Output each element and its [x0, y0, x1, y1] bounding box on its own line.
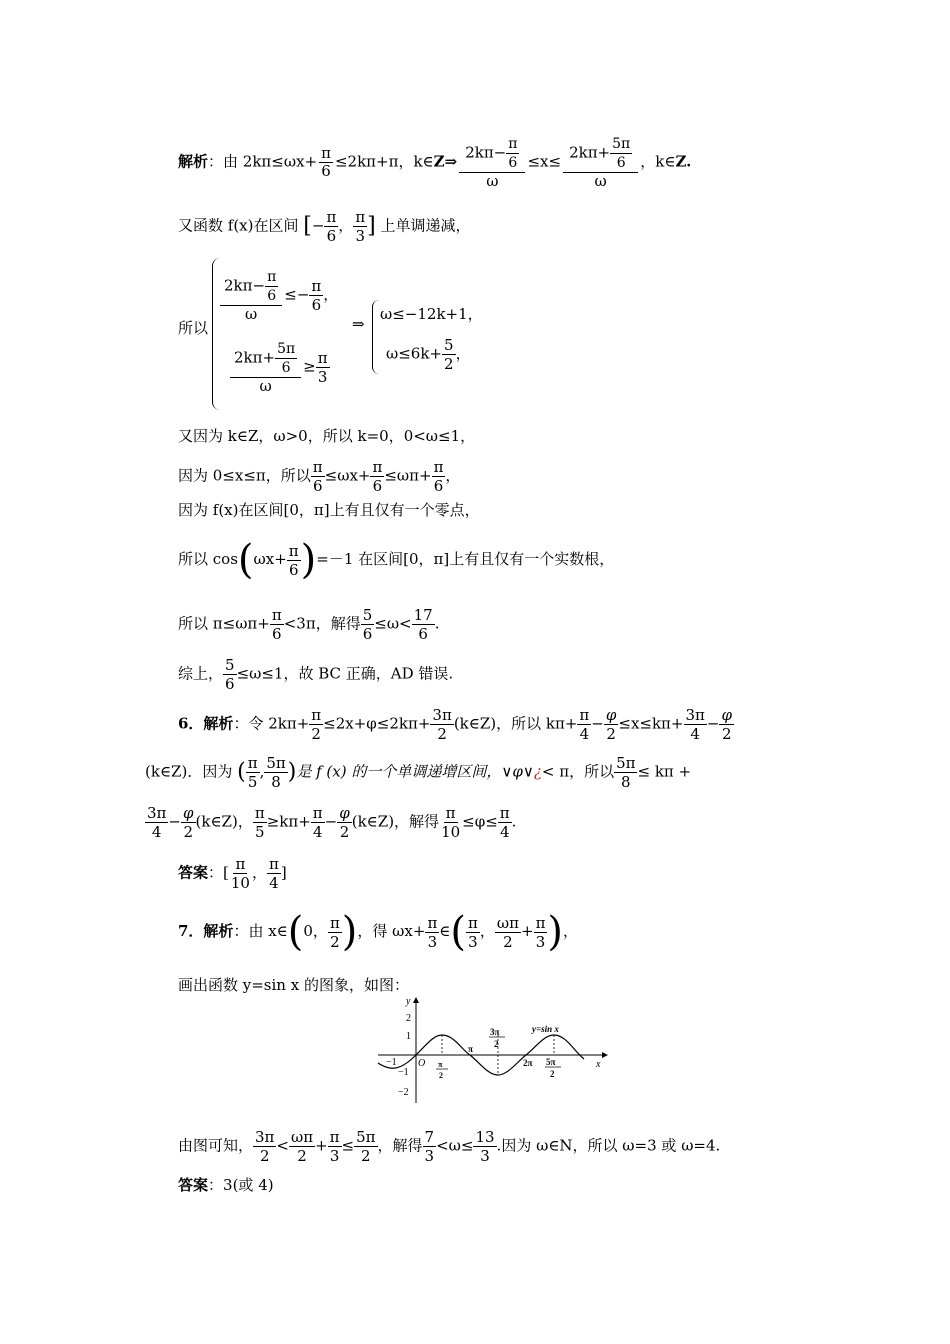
- x-tick-5pi-over-2: 5π: [546, 1057, 556, 1067]
- solution-line-2: 又函数 f(x)在区间 [− $\frac{\pi}{6}$ ， $\frac{\pi}{3}$ ] 上单调递减，: [178, 208, 471, 245]
- q6-line-1: 6．解析：令 2kπ+ $\frac{\pi}{2}$ ≤2x+φ≤2kπ+ $\frac{3\pi}{2}$ (k∈Z)，所以 kπ+ $\frac{\pi}{4}$ − $\frac{\varphi}{2}$ ≤x≤kπ+ $\frac{3\pi}{4}$ − $\frac{\varphi}{2}$: [178, 706, 732, 743]
- text: ¿: [533, 762, 542, 781]
- answer-label: 答案: [178, 863, 209, 882]
- text: 因为 f(x)在区间[0，π]上有且仅有一个零点，: [178, 501, 480, 519]
- text: .因为 ω∈N，所以 ω=3 或 ω=4.: [496, 1136, 721, 1155]
- text: ，得 ωx+: [357, 922, 426, 940]
- text: ：由 x∈: [233, 922, 288, 940]
- fraction: 2kπ+ $\frac{5\pi}{6}$ ω: [563, 135, 638, 190]
- q7-line-1: 7．解析：由 x∈(0， $\frac{\pi}{2}$ )，得 ωx+ $\frac{\pi}{3}$ ∈( $\frac{\pi}{3}$ ， $\frac{\omega\pi}{2}$ + $\frac{\pi}{3}$ )，: [178, 909, 579, 955]
- q6-line-2: (k∈Z)．因为 ( $\frac{\pi}{5}$ , $\frac{5\pi}{8}$ )是 f (x) 的一个单调递增区间，∨φ∨¿< π，所以 $\frac{5\pi}{8}$ ≤ kπ +: [145, 754, 692, 791]
- text: 画出函数 y=sin x 的图象，如图：: [178, 976, 409, 994]
- fraction: 2kπ− $\frac{\pi}{6}$ ω: [220, 268, 282, 323]
- answer-value: 3(或 4): [223, 1176, 274, 1194]
- text: 因为 0≤x≤π，所以: [178, 466, 311, 485]
- text: 所以: [178, 319, 209, 337]
- text: ：由 2kπ≤ωx+: [208, 152, 318, 171]
- q6-label: 6．解析: [178, 714, 234, 733]
- system-row-1: 2kπ− $\frac{\pi}{6}$ ω ≤− $\frac{\pi}{6}$ ，: [218, 268, 338, 323]
- origin-label: O: [418, 1058, 426, 1069]
- system-row-2: 2kπ+ $\frac{5\pi}{6}$ ω ≥ $\frac{\pi}{3}$: [228, 340, 330, 395]
- q6-line-3: $\frac{3\pi}{4}$ − $\frac{\varphi}{2}$ (k∈Z)， $\frac{\pi}{5}$ ≥kπ+ $\frac{\pi}{4}$ − $\frac{\varphi}{2}$ (k∈Z)，解得 $\frac{\pi}{10}$ ≤φ≤ $\frac{\pi}{4}$ .: [147, 804, 517, 841]
- solution-line-5: 因为 0≤x≤π，所以 $\frac{\pi}{6}$ ≤ωx+ $\frac{\pi}{6}$ ≤ωπ+ $\frac{\pi}{6}$ ，: [178, 458, 461, 495]
- text: <3π，解得: [283, 614, 361, 633]
- solution-line-3-label: [178, 318, 208, 338]
- text: ∈: [439, 922, 451, 940]
- fraction: $\frac{\pi}{6}$: [321, 144, 331, 180]
- solution-line-8: 所以 π≤ωπ+ $\frac{\pi}{6}$ <3π，解得 $\frac{5}{6}$ ≤ω< $\frac{17}{6}$ .: [178, 606, 440, 643]
- x-tick-pi-over-2: π: [438, 1060, 443, 1069]
- solution-line-1: [178, 135, 691, 190]
- x-tick-neg1: −1: [386, 1057, 397, 1068]
- text: ≤ kπ +: [637, 762, 692, 781]
- fraction: 2kπ− $\frac{\pi}{6}$ ω: [459, 135, 525, 190]
- text: 是 f (x) 的一个单调递增区间，∨φ∨: [296, 762, 534, 781]
- text: ≤2x+φ≤2kπ+: [323, 714, 431, 733]
- right-brace: [372, 300, 379, 374]
- x-tick-3pi-over-2: 3π: [490, 1027, 500, 1037]
- q7-conclusion: 由图可知， $\frac{3\pi}{2}$ < $\frac{\omega\pi}{2}$ + $\frac{\pi}{3}$ ≤ $\frac{5\pi}{2}$ ，解得 $\frac{7}{3}$ <ω≤ $\frac{13}{3}$ .因为 ω∈N，所以 ω=3 或 ω=4.: [178, 1128, 721, 1165]
- solution-line-6: [178, 500, 480, 520]
- text: ≤x≤: [527, 152, 562, 171]
- text: 由图可知，: [178, 1136, 254, 1155]
- text: (k∈Z)，: [195, 812, 253, 831]
- y-tick-1: 1: [406, 1031, 411, 1042]
- text: 上单调递减，: [380, 216, 471, 235]
- text: ：令 2kπ+: [233, 714, 310, 733]
- system2-row-1: ω≤−12k+1，: [380, 305, 483, 323]
- text: ，k∈: [640, 152, 676, 171]
- solution-label: 解析: [178, 152, 209, 171]
- solution-line-7: 所以 cos(ωx+ $\frac{\pi}{6}$ )=－1 在区间[0，π]上有且仅有一个实数根，: [178, 537, 615, 583]
- y-tick-neg2: −2: [398, 1087, 409, 1098]
- solution-line-9: 综上， $\frac{5}{6}$ ≤ω≤1，故 BC 正确，AD 错误.: [178, 656, 454, 693]
- x-tick-3pi-over-2-den: 2: [494, 1039, 499, 1049]
- text: 所以 cos: [178, 550, 238, 568]
- text: (k∈Z)．因为: [145, 762, 233, 781]
- text: Z.: [675, 152, 692, 171]
- fraction: 2kπ+ $\frac{5\pi}{6}$ ω: [230, 340, 301, 395]
- y-tick-2: 2: [406, 1013, 411, 1024]
- text: Z⇒: [433, 152, 458, 171]
- x-tick-pi: π: [468, 1044, 473, 1054]
- sine-graph: [370, 995, 610, 1107]
- x-axis-label: x: [596, 1059, 601, 1070]
- q6-answer: 答案：[ $\frac{\pi}{10}$ ， $\frac{\pi}{4}$ ]: [178, 855, 287, 892]
- text: ≤2kπ+π，k∈: [334, 152, 434, 171]
- text: < π，所以: [541, 762, 615, 781]
- text: ≤ω≤1，故 BC 正确，AD 错误.: [236, 664, 454, 683]
- text: (k∈Z)，解得: [351, 812, 440, 831]
- text: =－1 在区间[0，π]上有且仅有一个实数根，: [316, 550, 615, 568]
- text: ≥kπ+: [266, 812, 311, 831]
- x-tick-5pi-over-2-den: 2: [550, 1069, 555, 1079]
- system2-row-2: ω≤6k+ $\frac{5}{2}$ ，: [386, 336, 471, 373]
- implies: ⇒: [352, 315, 365, 333]
- text: 综上，: [178, 664, 224, 683]
- x-tick-2pi: 2π: [523, 1058, 533, 1068]
- text: 又函数 f(x)在区间: [178, 216, 299, 235]
- q7-answer: 答案：3(或 4): [178, 1176, 274, 1194]
- text: ，解得: [377, 1136, 423, 1155]
- q7-draw-line: [178, 975, 409, 995]
- y-tick-neg1: −1: [398, 1067, 409, 1078]
- answer-label: 答案: [178, 1176, 209, 1194]
- text: (k∈Z)，所以 kπ+: [453, 714, 578, 733]
- x-tick-pi-over-2-den: 2: [439, 1071, 443, 1080]
- text: 又因为 k∈Z，ω>0，所以 k=0，0<ω≤1，: [178, 427, 476, 445]
- text: 所以 π≤ωπ+: [178, 614, 270, 633]
- function-label: y=sin x: [532, 1024, 559, 1034]
- solution-line-4: [178, 426, 475, 446]
- q7-label: 7．解析: [178, 922, 234, 940]
- y-axis-label: y: [406, 996, 411, 1007]
